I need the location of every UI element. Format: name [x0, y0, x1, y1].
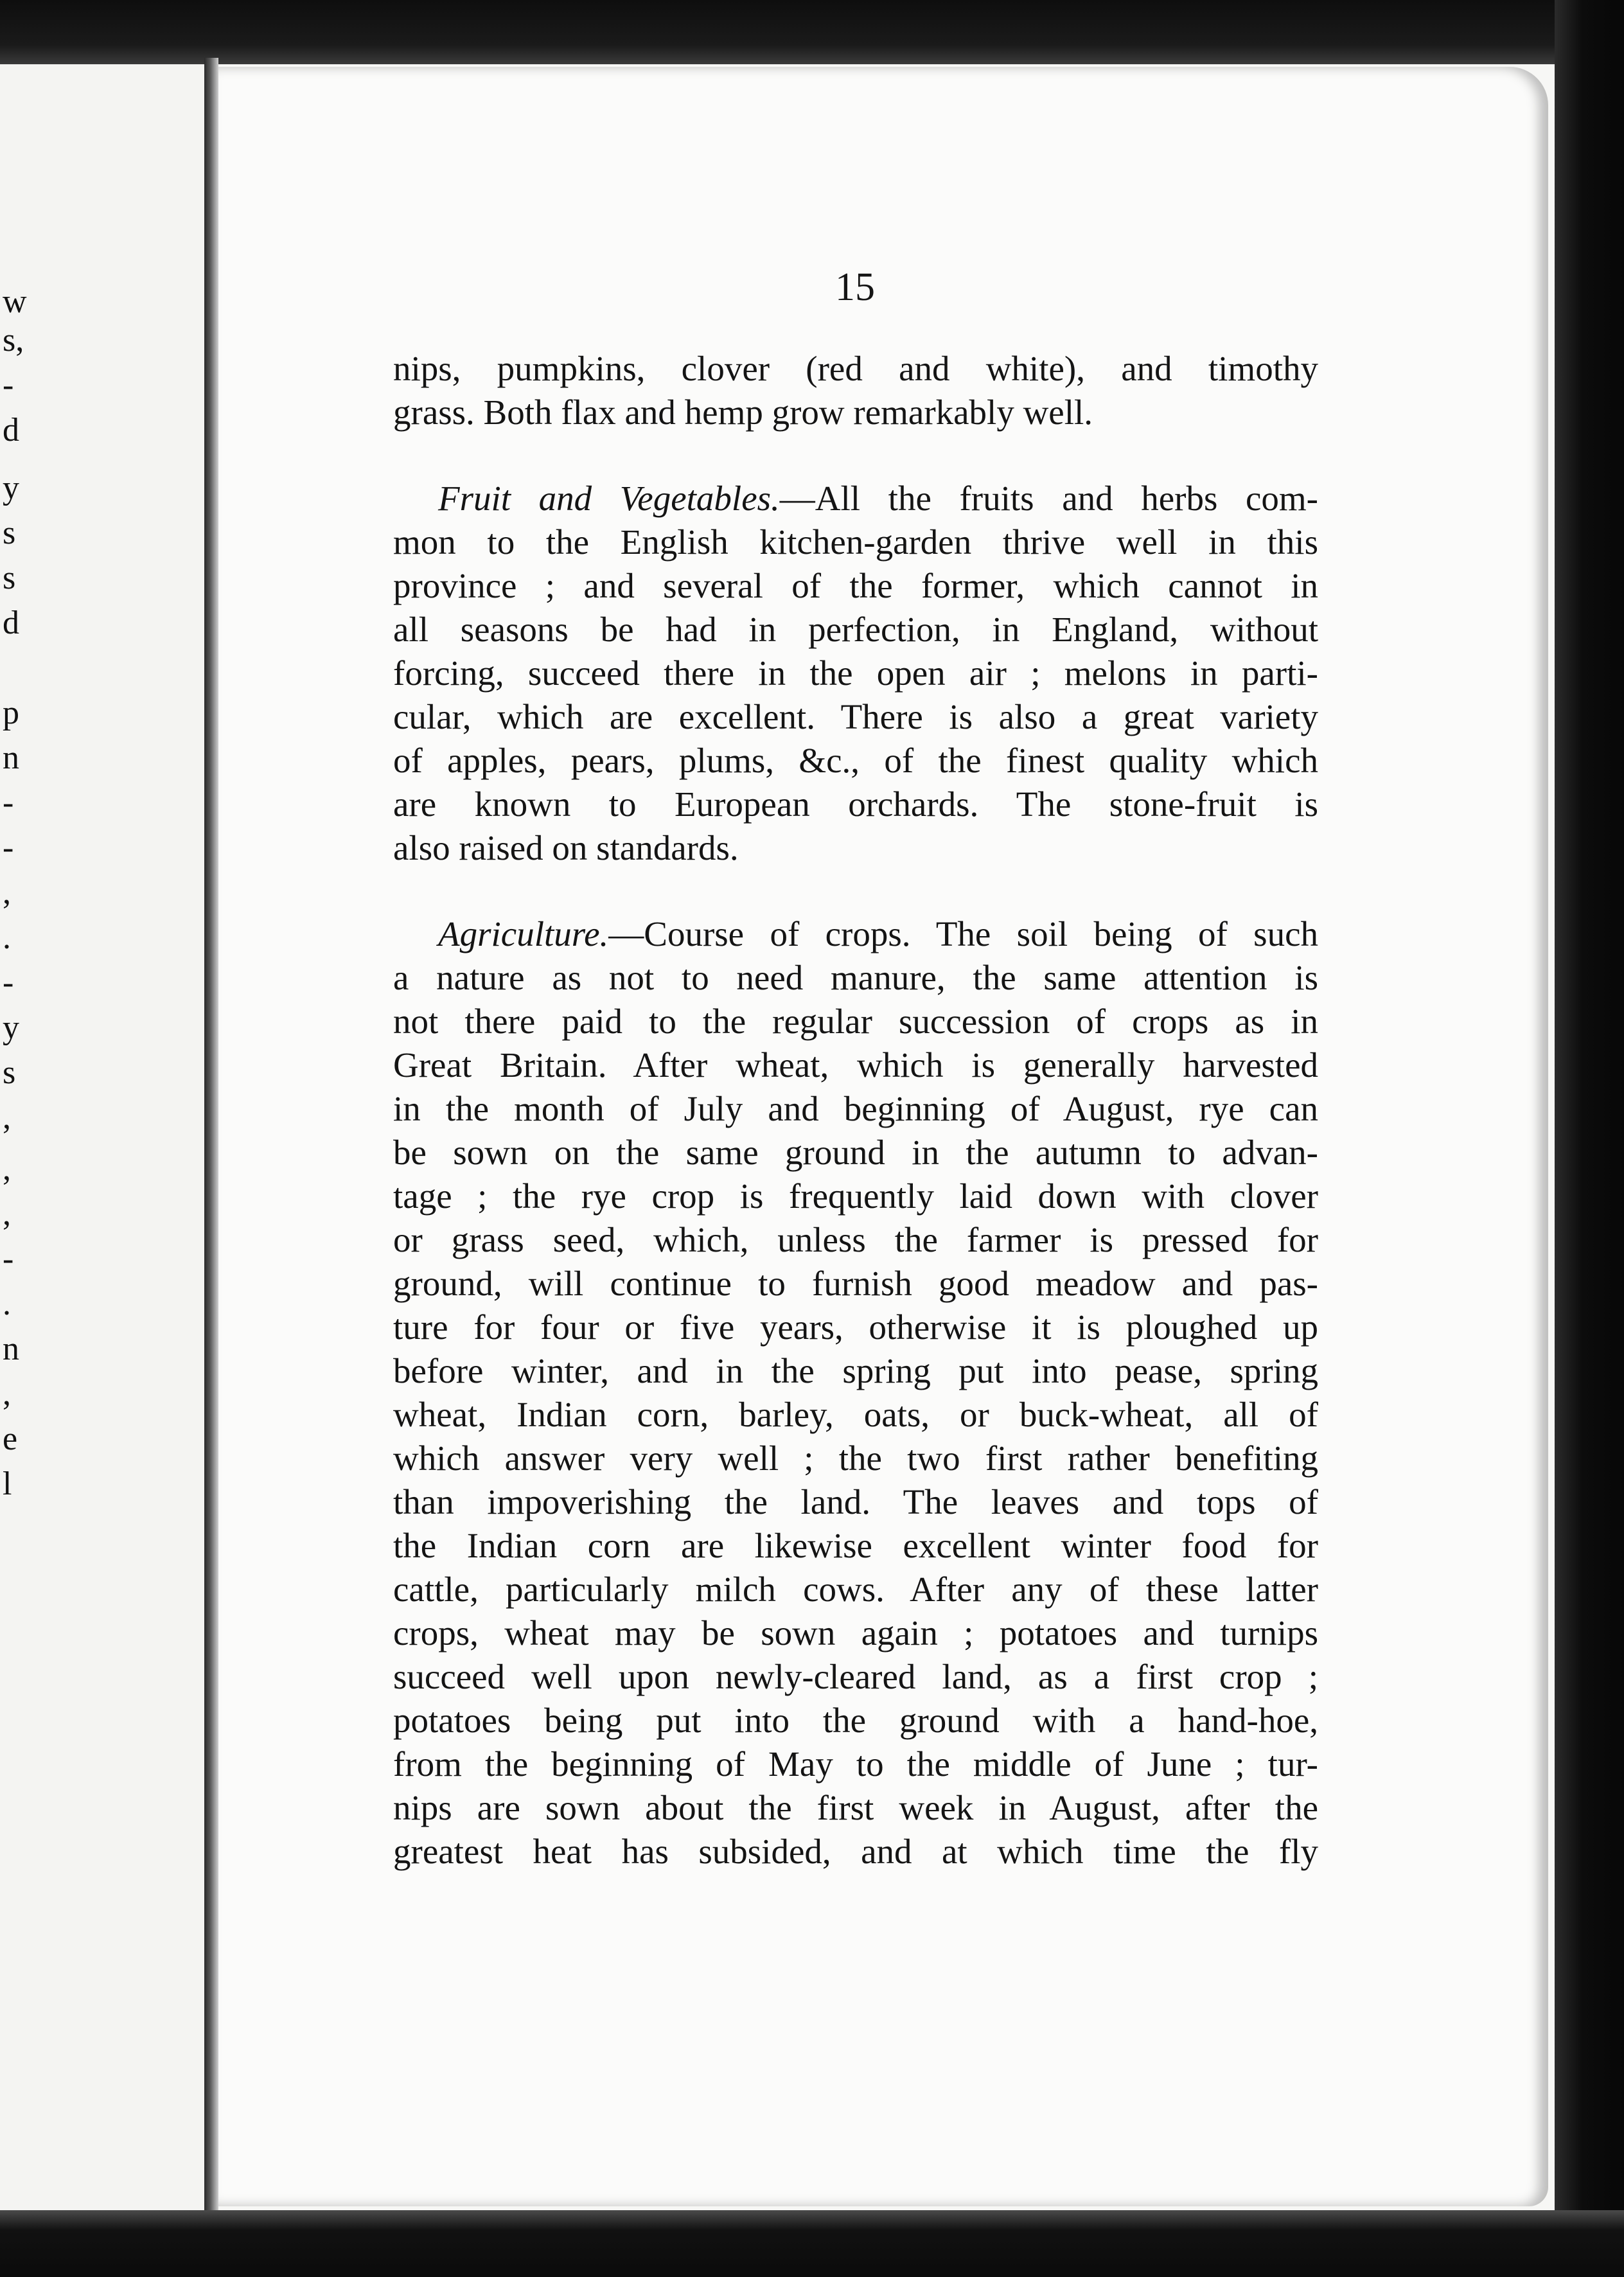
- facing-page-edge-char: s: [3, 560, 16, 596]
- facing-page-edge-char: ,: [3, 874, 11, 911]
- text-line: cular, which are excellent. There is also a great variety: [393, 697, 1318, 736]
- book-gutter: [204, 58, 218, 2229]
- text-line: [393, 912, 1318, 956]
- text-line: before winter, and in the spring put into pease, spring: [393, 1351, 1318, 1390]
- text-line: forcing, succeed there in the open air ; melons in parti-: [393, 653, 1318, 693]
- scan-bottom-border: [0, 2210, 1624, 2277]
- text-line: are known to European orchards. The stone-fruit is: [393, 784, 1318, 824]
- facing-page-edge-char: s: [3, 1054, 16, 1091]
- text-line: be sown on the same ground in the autumn to advan-: [393, 1133, 1318, 1172]
- facing-page-edge-char: n: [3, 1331, 19, 1367]
- paragraph-crops: [393, 347, 1318, 434]
- facing-page-edge: [0, 64, 212, 2210]
- text-line: the Indian corn are likewise excellent winter food for: [393, 1526, 1318, 1565]
- text-line: mon to the English kitchen-garden thrive well in this: [393, 522, 1318, 562]
- text-line: which answer very well ; the two first rather benefiting: [393, 1439, 1318, 1478]
- text-line: tage ; the rye crop is frequently laid down with clover: [393, 1176, 1318, 1216]
- text-line: a nature as not to need manure, the same attention is: [393, 958, 1318, 997]
- facing-page-edge-char: n: [3, 740, 19, 776]
- text-line: greatest heat has subsided, and at which time the fly: [393, 1832, 1318, 1871]
- facing-page-edge-char: w: [3, 283, 27, 320]
- text-line: Great Britain. After wheat, which is generally harvested: [393, 1045, 1318, 1085]
- text-line: grass. Both flax and hemp grow remarkably well.: [393, 393, 1093, 432]
- facing-page-edge-char: s,: [3, 322, 24, 359]
- section-heading-agriculture: Agriculture.: [438, 914, 609, 953]
- facing-page-edge-char: y: [3, 1009, 19, 1046]
- facing-page-edge-char: ,: [3, 1196, 11, 1232]
- text-line-rest: —Course of crops. The soil being of such: [608, 914, 1318, 953]
- facing-page-edge-char: e: [3, 1421, 18, 1457]
- facing-page-edge-char: -: [3, 964, 14, 1001]
- text-line: succeed well upon newly-cleared land, as a first crop ;: [393, 1657, 1318, 1696]
- text-line: not there paid to the regular succession of crops as in: [393, 1002, 1318, 1041]
- facing-page-edge-char: s: [3, 515, 16, 551]
- facing-page-edge-char: d: [3, 412, 19, 448]
- text-line: than impoverishing the land. The leaves and tops of: [393, 1482, 1318, 1521]
- section-heading-fruit-and-vegetables: Fruit and Vegetables.: [438, 479, 780, 518]
- text-line: also raised on standards.: [393, 828, 739, 867]
- facing-page-edge-char: y: [3, 470, 19, 506]
- facing-page-edge-char: l: [3, 1466, 12, 1502]
- text-line: ture for four or five years, otherwise it is ploughed up: [393, 1307, 1318, 1347]
- text-line: crops, wheat may be sown again ; potatoes and turnips: [393, 1613, 1318, 1652]
- text-line: or grass seed, which, unless the farmer is pressed for: [393, 1220, 1318, 1259]
- facing-page-edge-char: -: [3, 1241, 14, 1277]
- facing-page-edge-char: d: [3, 605, 19, 641]
- page-number: 15: [835, 265, 875, 309]
- text-line: of apples, pears, plums, &c., of the finest quality which: [393, 741, 1318, 780]
- text-line: cattle, particularly milch cows. After any of these latter: [393, 1570, 1318, 1609]
- scan-right-border: [1555, 0, 1624, 2277]
- scan-top-border: [0, 0, 1624, 64]
- facing-page-edge-char: -: [3, 367, 14, 403]
- text-line: ground, will continue to furnish good meadow and pas-: [393, 1264, 1318, 1303]
- paragraph-agriculture: [393, 912, 1318, 1874]
- facing-page-edge-char: -: [3, 829, 14, 866]
- facing-page-edge-char: ,: [3, 1099, 11, 1136]
- text-line: nips, pumpkins, clover (red and white), and timothy: [393, 349, 1318, 388]
- text-line: [393, 477, 1318, 520]
- paragraph-fruit-and-vegetables: [393, 477, 1318, 870]
- facing-page-edge-char: .: [3, 1286, 11, 1322]
- facing-page-edge-char: ,: [3, 1376, 11, 1412]
- text-line: potatoes being put into the ground with a hand-hoe,: [393, 1701, 1318, 1740]
- text-line-rest: —All the fruits and herbs com-: [779, 479, 1318, 518]
- text-line: from the beginning of May to the middle of June ; tur-: [393, 1744, 1318, 1784]
- facing-page-edge-char: p: [3, 695, 19, 731]
- text-line: province ; and several of the former, which cannot in: [393, 566, 1318, 605]
- facing-page-edge-char: .: [3, 919, 11, 956]
- text-line: wheat, Indian corn, barley, oats, or buck-wheat, all of: [393, 1395, 1318, 1434]
- text-line: nips are sown about the first week in August, after the: [393, 1788, 1318, 1827]
- text-line: all seasons be had in perfection, in England, without: [393, 610, 1318, 649]
- page-body-text: [393, 347, 1318, 1916]
- facing-page-edge-char: -: [3, 784, 14, 821]
- facing-page-edge-char: ,: [3, 1151, 11, 1187]
- text-line: in the month of July and beginning of August, rye can: [393, 1089, 1318, 1128]
